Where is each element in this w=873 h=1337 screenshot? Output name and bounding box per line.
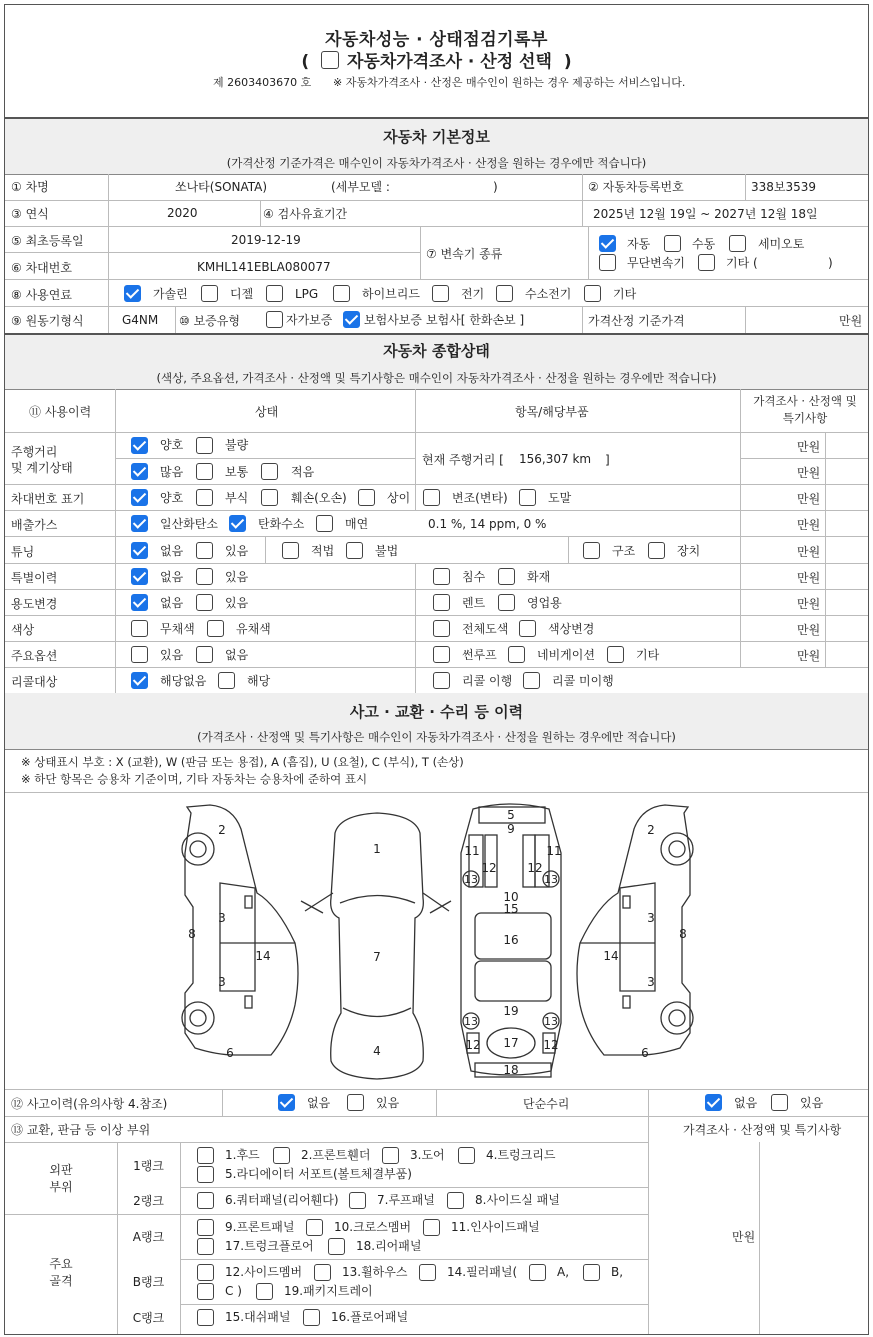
svg-text:14: 14 xyxy=(255,949,271,963)
option-etc-checkbox[interactable] xyxy=(607,646,624,663)
accident-none-label: 없음 xyxy=(307,1096,331,1110)
trans-auto-checkbox[interactable] xyxy=(599,235,616,252)
main-frame-label-2: 골격 xyxy=(49,1274,73,1288)
part-trunk-lid-checkbox[interactable] xyxy=(458,1147,475,1164)
part-cross-member-checkbox[interactable] xyxy=(306,1219,323,1236)
fuel-hydrogen-label: 수소전기 xyxy=(525,287,572,301)
part-pillar-panel-label: 14.필러패널( xyxy=(447,1265,518,1279)
general-state-header xyxy=(5,333,868,389)
vin-label: ⑥ 차대번호 xyxy=(11,261,72,275)
part-inside-panel-label: 11.인사이드패널 xyxy=(451,1220,540,1234)
fuel-lpg-checkbox[interactable] xyxy=(266,285,283,302)
svg-text:10: 10 xyxy=(503,890,519,904)
exhaust-hc-checkbox[interactable] xyxy=(229,515,246,532)
price-header-line1: 가격조사 · 산정액 및 xyxy=(753,394,857,408)
subtitle-close-paren: ) xyxy=(563,52,572,72)
registration-number: 338보3539 xyxy=(751,180,817,194)
vin-mismatch-label: 상이 xyxy=(387,491,411,505)
option-exist-label: 있음 xyxy=(160,648,184,662)
option-exist-checkbox[interactable] xyxy=(131,646,148,663)
options-price-unit: 만원 xyxy=(797,649,821,663)
pillar-a-checkbox[interactable] xyxy=(529,1264,546,1281)
vin-smear-label: 도말 xyxy=(548,491,572,505)
validity-value: 2025년 12월 19일 ~ 2027년 12월 18일 xyxy=(593,207,818,221)
chromatic-label: 유채색 xyxy=(236,622,271,636)
warranty-insurance-label: 보험사보증 xyxy=(364,313,422,327)
svg-text:8: 8 xyxy=(679,927,687,941)
recall-done-checkbox[interactable] xyxy=(433,672,450,689)
vin-price-unit: 만원 xyxy=(797,492,821,506)
status-header: 상태 xyxy=(255,405,279,419)
repair-exist-checkbox[interactable] xyxy=(771,1094,788,1111)
year-label: ③ 연식 xyxy=(11,207,49,221)
rank-1-label: 1랭크 xyxy=(133,1159,164,1173)
rank-c-label: C랭크 xyxy=(132,1311,165,1325)
rank-b-label: B랭크 xyxy=(132,1275,165,1289)
part-hood-label: 1.후드 xyxy=(225,1148,260,1162)
mileage-many-label: 많음 xyxy=(160,465,184,479)
svg-text:2: 2 xyxy=(218,823,226,837)
document-number: 제 2603403670 호 xyxy=(213,76,312,89)
part-quarter-panel-label: 6.쿼터패널(리어휀다) xyxy=(225,1193,339,1207)
fuel-lpg-label: LPG xyxy=(295,287,319,301)
usage-history-header: ⑪ 사용이력 xyxy=(29,405,92,419)
part-hood-checkbox[interactable] xyxy=(197,1147,214,1164)
mileage-text: 현재 주행거리 [ xyxy=(422,453,504,467)
status-legend-2: ※ 하단 항목은 승용차 기준이며, 기타 자동차는 승용차에 준하여 표시 xyxy=(21,772,368,786)
svg-text:16: 16 xyxy=(503,933,519,947)
rank-2-label: 2랭크 xyxy=(133,1194,164,1208)
part-cross-member-label: 10.크로스멤버 xyxy=(334,1220,412,1234)
color-change-label: 색상변경 xyxy=(548,622,595,636)
basic-info-title: 자동차 기본정보 xyxy=(383,128,490,146)
vin-mismatch-checkbox[interactable] xyxy=(358,489,375,506)
mileage-price-unit-1: 만원 xyxy=(797,440,821,454)
basic-info-subtitle: (가격산정 기준가격은 매수인이 자동차가격조사 · 산정을 원하는 경우에만 적습니다) xyxy=(226,156,647,170)
part-front-fender-checkbox[interactable] xyxy=(273,1147,290,1164)
svg-text:13: 13 xyxy=(544,1015,558,1028)
svg-text:6: 6 xyxy=(641,1046,649,1060)
achromatic-label: 무채색 xyxy=(160,622,195,636)
usage-none-label: 없음 xyxy=(160,596,184,610)
fuel-etc-checkbox[interactable] xyxy=(584,285,601,302)
svg-text:14: 14 xyxy=(603,949,619,963)
navigation-label: 네비게이션 xyxy=(537,648,595,662)
trans-etc-checkbox[interactable] xyxy=(698,254,715,271)
svg-text:17: 17 xyxy=(503,1036,519,1050)
exhaust-smoke-label: 매연 xyxy=(345,517,369,531)
fuel-label: ⑧ 사용연료 xyxy=(11,288,72,302)
part-package-tray-label: 19.패키지트레이 xyxy=(284,1284,373,1298)
part-trunk-floor-label: 17.트렁크플로어 xyxy=(225,1239,314,1253)
usage-none-checkbox[interactable] xyxy=(131,594,148,611)
tuning-illegal-label: 불법 xyxy=(375,544,399,558)
tuning-device-label: 장치 xyxy=(677,544,701,558)
pillar-c-checkbox[interactable] xyxy=(197,1283,214,1300)
recall-label: 리콜대상 xyxy=(11,675,58,689)
fuel-diesel-label: 디젤 xyxy=(230,287,254,301)
trans-semi-checkbox[interactable] xyxy=(729,235,746,252)
recall-applicable-checkbox[interactable] xyxy=(218,672,235,689)
tuning-legal-checkbox[interactable] xyxy=(282,542,299,559)
fire-checkbox[interactable] xyxy=(498,568,515,585)
special-price-unit: 만원 xyxy=(797,571,821,585)
part-dash-panel-checkbox[interactable] xyxy=(197,1309,214,1326)
tuning-device-checkbox[interactable] xyxy=(648,542,665,559)
part-front-panel-label: 9.프론트패널 xyxy=(225,1220,295,1234)
subtitle-open-paren: ( xyxy=(301,52,310,72)
simple-repair-label: 단순수리 xyxy=(523,1097,570,1111)
main-frame-label-1: 주요 xyxy=(49,1257,73,1271)
svg-text:18: 18 xyxy=(503,1063,519,1077)
svg-text:13: 13 xyxy=(464,873,478,886)
price-base-unit: 만원 xyxy=(839,314,863,328)
part-pillar-panel-checkbox[interactable] xyxy=(419,1264,436,1281)
basic-info-header xyxy=(5,117,868,174)
sunroof-checkbox[interactable] xyxy=(433,646,450,663)
mileage-price-unit-2: 만원 xyxy=(797,466,821,480)
exhaust-label: 배출가스 xyxy=(11,518,58,532)
car-left-side-view xyxy=(182,805,298,1055)
parts-label: ⑬ 교환, 판금 등 이상 부위 xyxy=(11,1123,151,1137)
accident-exist-label: 있음 xyxy=(376,1096,400,1110)
mileage-few-label: 적음 xyxy=(291,465,315,479)
rent-checkbox[interactable] xyxy=(433,594,450,611)
part-radiator-support-checkbox[interactable] xyxy=(197,1166,214,1183)
recall-na-checkbox[interactable] xyxy=(131,672,148,689)
vin-marking-label: 차대번호 표기 xyxy=(11,492,85,506)
vin-value: KMHL141EBLA080077 xyxy=(197,260,331,274)
option-etc-label: 기타 xyxy=(636,648,660,662)
svg-text:12: 12 xyxy=(543,1038,559,1052)
mileage-close: ] xyxy=(605,453,610,467)
color-label: 색상 xyxy=(11,623,35,637)
meter-bad-checkbox[interactable] xyxy=(196,437,213,454)
tuning-structure-label: 구조 xyxy=(612,544,636,558)
part-quarter-panel-checkbox[interactable] xyxy=(197,1192,214,1209)
part-rear-panel-label: 18.리어패널 xyxy=(356,1239,422,1253)
options-label: 주요옵션 xyxy=(11,649,58,663)
tuning-legal-label: 적법 xyxy=(311,544,335,558)
usage-exist-label: 있음 xyxy=(225,596,249,610)
year-value: 2020 xyxy=(167,206,198,220)
fuel-hydrogen-checkbox[interactable] xyxy=(496,285,513,302)
mileage-value: 156,307 km xyxy=(519,452,592,466)
trans-auto-label: 자동 xyxy=(627,237,651,251)
exhaust-co-checkbox[interactable] xyxy=(131,515,148,532)
tuning-structure-checkbox[interactable] xyxy=(583,542,600,559)
svg-text:2: 2 xyxy=(647,823,655,837)
first-registration-value: 2019-12-19 xyxy=(231,233,301,247)
special-none-checkbox[interactable] xyxy=(131,568,148,585)
svg-text:7: 7 xyxy=(373,950,381,964)
fuel-diesel-checkbox[interactable] xyxy=(201,285,218,302)
svg-text:6: 6 xyxy=(226,1046,234,1060)
trans-etc-close: ) xyxy=(828,256,833,270)
tuning-illegal-checkbox[interactable] xyxy=(346,542,363,559)
tuning-label: 튜닝 xyxy=(11,545,35,559)
svg-text:8: 8 xyxy=(188,927,196,941)
mileage-label-1: 주행거리 xyxy=(11,445,58,459)
accident-exist-checkbox[interactable] xyxy=(347,1094,364,1111)
vin-corrosion-label: 부식 xyxy=(225,491,249,505)
vin-damage-checkbox[interactable] xyxy=(261,489,278,506)
sunroof-label: 썬루프 xyxy=(462,648,497,662)
exhaust-co-label: 일산화탄소 xyxy=(160,517,218,531)
document-title: 자동차성능 · 상태점검기록부 xyxy=(325,30,548,50)
warranty-self-checkbox[interactable] xyxy=(266,311,283,328)
service-note: ※ 자동차가격조사 · 산정은 매수인이 원하는 경우 제공하는 서비스입니다. xyxy=(333,76,686,89)
part-dash-panel-label: 15.대쉬패널 xyxy=(225,1310,291,1324)
engine-label: ⑨ 원동기형식 xyxy=(11,314,84,328)
part-inside-panel-checkbox[interactable] xyxy=(423,1219,440,1236)
fuel-hybrid-label: 하이브리드 xyxy=(362,287,420,301)
outer-panel-label-1: 외판 xyxy=(49,1163,73,1177)
part-door-checkbox[interactable] xyxy=(382,1147,399,1164)
first-registration-label: ⑤ 최초등록일 xyxy=(11,234,84,248)
part-package-tray-checkbox[interactable] xyxy=(256,1283,273,1300)
trans-semi-label: 세미오토 xyxy=(758,237,805,251)
accident-subtitle: (가격조사 · 산정액 및 특기사항은 매수인이 자동차가격조사 · 산정을 원하는 경우에만 적습니다) xyxy=(197,730,676,744)
svg-text:5: 5 xyxy=(507,808,515,822)
special-none-label: 없음 xyxy=(160,570,184,584)
registration-label: ② 자동차등록번호 xyxy=(588,180,684,194)
warranty-self-label: 자가보증 xyxy=(286,313,333,327)
tuning-exist-label: 있음 xyxy=(225,544,249,558)
repair-none-checkbox[interactable] xyxy=(705,1094,722,1111)
part-wheel-house-checkbox[interactable] xyxy=(314,1264,331,1281)
outer-panel-label-2: 부위 xyxy=(49,1180,73,1194)
vin-smear-checkbox[interactable] xyxy=(519,489,536,506)
car-damage-diagram xyxy=(5,793,869,1090)
special-exist-checkbox[interactable] xyxy=(196,568,213,585)
trans-manual-checkbox[interactable] xyxy=(664,235,681,252)
document-subtitle-row xyxy=(5,47,868,72)
mileage-normal-checkbox[interactable] xyxy=(196,463,213,480)
svg-text:3: 3 xyxy=(218,975,226,989)
recall-not-done-checkbox[interactable] xyxy=(523,672,540,689)
part-trunk-lid-label: 4.트렁크리드 xyxy=(486,1148,556,1162)
pillar-b-checkbox[interactable] xyxy=(583,1264,600,1281)
exhaust-hc-label: 탄화수소 xyxy=(258,517,305,531)
fuel-gasoline-label: 가솔린 xyxy=(153,287,188,301)
svg-text:11: 11 xyxy=(546,844,562,858)
part-front-fender-label: 2.프론트휀더 xyxy=(301,1148,371,1162)
part-wheel-house-label: 13.휠하우스 xyxy=(342,1265,408,1279)
fuel-electric-label: 전기 xyxy=(461,287,485,301)
svg-text:3: 3 xyxy=(218,911,226,925)
warranty-insurance-company: 보험사[ 한화손보 ] xyxy=(426,313,525,327)
price-survey-checkbox[interactable] xyxy=(321,51,339,69)
part-roof-panel-label: 7.루프패널 xyxy=(377,1193,435,1207)
price-base-label: 가격산정 기준가격 xyxy=(588,314,685,328)
full-paint-checkbox[interactable] xyxy=(433,620,450,637)
repair-none-label: 없음 xyxy=(734,1096,758,1110)
option-none-label: 없음 xyxy=(225,648,249,662)
special-exist-label: 있음 xyxy=(225,570,249,584)
svg-text:13: 13 xyxy=(464,1015,478,1028)
trans-etc-label: 기타 ( xyxy=(726,256,758,270)
rent-label: 렌트 xyxy=(462,596,486,610)
svg-text:4: 4 xyxy=(373,1044,381,1058)
vin-corrosion-checkbox[interactable] xyxy=(196,489,213,506)
rank-a-label: A랭크 xyxy=(132,1230,165,1244)
svg-text:11: 11 xyxy=(464,844,480,858)
svg-text:12: 12 xyxy=(481,861,497,875)
part-radiator-support-label: 5.라디에이터 서포트(볼트체결부품) xyxy=(225,1167,412,1181)
warranty-label: ⑩ 보증유형 xyxy=(179,314,240,328)
detail-model-label: (세부모델 : xyxy=(331,180,390,194)
full-paint-label: 전체도색 xyxy=(462,622,509,636)
svg-text:1: 1 xyxy=(373,842,381,856)
svg-text:15: 15 xyxy=(503,902,519,916)
svg-text:19: 19 xyxy=(503,1004,519,1018)
mileage-many-checkbox[interactable] xyxy=(131,463,148,480)
vin-good-label: 양호 xyxy=(160,491,184,505)
transmission-label: ⑦ 변속기 종류 xyxy=(426,247,503,261)
accident-history-label: ⑫ 사고이력(유의사항 4.참조) xyxy=(11,1097,168,1111)
items-header: 항목/해당부품 xyxy=(515,405,589,419)
accident-none-checkbox[interactable] xyxy=(278,1094,295,1111)
business-checkbox[interactable] xyxy=(498,594,515,611)
part-floor-panel-checkbox[interactable] xyxy=(303,1309,320,1326)
part-side-sill-checkbox[interactable] xyxy=(447,1192,464,1209)
car-name-label: ① 차명 xyxy=(11,180,49,194)
trans-manual-label: 수동 xyxy=(692,237,716,251)
part-side-member-label: 12.사이드멤버 xyxy=(225,1265,303,1279)
chromatic-checkbox[interactable] xyxy=(207,620,224,637)
svg-text:9: 9 xyxy=(507,822,515,836)
part-roof-panel-checkbox[interactable] xyxy=(349,1192,366,1209)
svg-text:12: 12 xyxy=(527,861,543,875)
color-price-unit: 만원 xyxy=(797,623,821,637)
tuning-none-label: 없음 xyxy=(160,544,184,558)
meter-bad-label: 불량 xyxy=(225,438,249,452)
parts-price-unit: 만원 xyxy=(732,1230,756,1244)
svg-text:12: 12 xyxy=(465,1038,481,1052)
mileage-label-2: 및 계기상태 xyxy=(11,461,73,475)
warranty-insurance-checkbox[interactable] xyxy=(343,311,360,328)
validity-label: ④ 검사유효기간 xyxy=(263,207,348,221)
tuning-none-checkbox[interactable] xyxy=(131,542,148,559)
fuel-electric-checkbox[interactable] xyxy=(432,285,449,302)
part-floor-panel-label: 16.플로어패널 xyxy=(331,1310,409,1324)
color-change-checkbox[interactable] xyxy=(519,620,536,637)
navigation-checkbox[interactable] xyxy=(508,646,525,663)
part-side-member-checkbox[interactable] xyxy=(197,1264,214,1281)
part-side-sill-label: 8.사이드실 패널 xyxy=(475,1193,560,1207)
car-name-value: 쏘나타(SONATA) xyxy=(175,180,268,194)
achromatic-checkbox[interactable] xyxy=(131,620,148,637)
vin-damage-label: 훼손(오손) xyxy=(291,491,347,505)
subtitle-text: 자동차가격조사 · 산정 선택 xyxy=(347,52,552,72)
svg-text:3: 3 xyxy=(647,975,655,989)
fuel-gasoline-checkbox[interactable] xyxy=(124,285,141,302)
svg-text:3: 3 xyxy=(647,911,655,925)
recall-not-done-label: 리콜 미이행 xyxy=(552,674,614,688)
general-state-title: 자동차 종합상태 xyxy=(383,342,490,360)
part-trunk-floor-checkbox[interactable] xyxy=(197,1238,214,1255)
trans-cvt-label: 무단변속기 xyxy=(627,256,685,270)
engine-value: G4NM xyxy=(122,313,159,327)
usage-price-unit: 만원 xyxy=(797,597,821,611)
fuel-etc-label: 기타 xyxy=(613,287,637,301)
pillar-c-label: C ) xyxy=(225,1284,242,1298)
vin-tamper-label: 변조(변타) xyxy=(452,491,508,505)
general-state-subtitle: (색상, 주요옵션, 가격조사 · 산정액 및 특기사항은 매수인이 자동차가격조사 · 산정을 원하는 경우에만 적습니다) xyxy=(156,371,717,385)
trans-cvt-checkbox[interactable] xyxy=(599,254,616,271)
usage-exist-checkbox[interactable] xyxy=(196,594,213,611)
status-legend-1: ※ 상태표시 부호 : X (교환), W (판금 또는 용접), A (흠집), U (요철), C (부식), T (손상) xyxy=(21,755,464,769)
recall-na-label: 해당없음 xyxy=(160,674,207,688)
exhaust-values: 0.1 %, 14 ppm, 0 % xyxy=(428,517,547,531)
price-header-line2: 특기사항 xyxy=(782,411,828,425)
part-door-label: 3.도어 xyxy=(410,1148,445,1162)
vin-tamper-checkbox[interactable] xyxy=(423,489,440,506)
price-note-label: 가격조사 · 산정액 및 특기사항 xyxy=(683,1123,842,1137)
mileage-few-checkbox[interactable] xyxy=(261,463,278,480)
repair-exist-label: 있음 xyxy=(800,1096,824,1110)
exhaust-smoke-checkbox[interactable] xyxy=(316,515,333,532)
usage-change-label: 용도변경 xyxy=(11,597,58,611)
option-none-checkbox[interactable] xyxy=(196,646,213,663)
detail-model-close: ) xyxy=(493,180,498,194)
fire-label: 화재 xyxy=(527,570,551,584)
exhaust-price-unit: 만원 xyxy=(797,518,821,532)
car-right-side-view xyxy=(577,805,693,1055)
tuning-price-unit: 만원 xyxy=(797,545,821,559)
meter-good-checkbox[interactable] xyxy=(131,437,148,454)
svg-text:13: 13 xyxy=(544,873,558,886)
fuel-hybrid-checkbox[interactable] xyxy=(333,285,350,302)
accident-header xyxy=(5,693,868,749)
pillar-b-label: B, xyxy=(611,1265,624,1279)
recall-done-label: 리콜 이행 xyxy=(462,674,513,688)
accident-title: 사고 · 교환 · 수리 등 이력 xyxy=(349,703,524,721)
tuning-exist-checkbox[interactable] xyxy=(196,542,213,559)
flood-label: 침수 xyxy=(462,570,486,584)
recall-applicable-label: 해당 xyxy=(247,674,271,688)
special-history-label: 특별이력 xyxy=(11,571,58,585)
flood-checkbox[interactable] xyxy=(433,568,450,585)
mileage-normal-label: 보통 xyxy=(225,465,249,479)
business-label: 영업용 xyxy=(527,596,562,610)
pillar-a-label: A, xyxy=(557,1265,570,1279)
part-rear-panel-checkbox[interactable] xyxy=(328,1238,345,1255)
inspection-record-document xyxy=(4,4,869,1335)
part-front-panel-checkbox[interactable] xyxy=(197,1219,214,1236)
meter-good-label: 양호 xyxy=(160,438,184,452)
vin-good-checkbox[interactable] xyxy=(131,489,148,506)
